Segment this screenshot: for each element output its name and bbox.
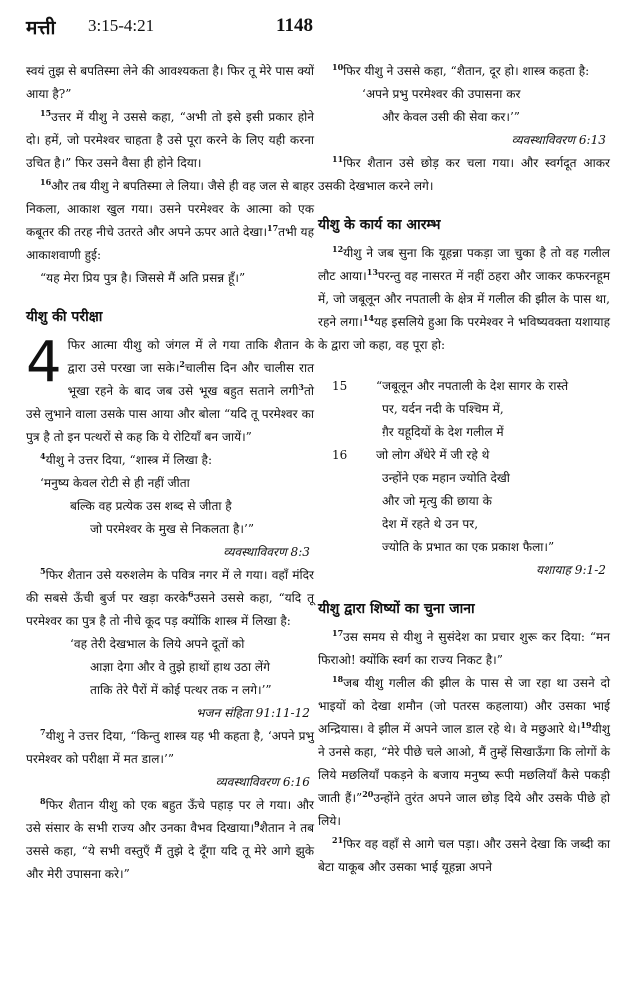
verse-16-17: $^{16}$और तब यीशु ने बपतिस्मा ले लिया। जैसे ही वह जल से बाहर निकला, आकाश खुल गया। उसने परमेश्वर के आत्मा को एक कबूतर की तरह नीचे उतरते और अपने ऊपर आते देखा।$^{17}$तभी यह आकाशवाणी हुई: — [26, 176, 314, 262]
verse-number: 20 — [362, 788, 374, 799]
poem — [318, 375, 610, 559]
section-heading: यीशु की परीक्षा — [26, 309, 103, 325]
verse-number: 16 — [332, 448, 348, 462]
section-heading: यीशु के कार्य का आरम्भ — [318, 217, 441, 233]
poem-line: उन्होंने एक महान ज्योति देखी — [382, 471, 510, 485]
verse-15: $^{15}$उत्तर में यीशु ने उससे कहा, “अभी तो इसे इसी प्रकार होने दो। हमें, जो परमेश्वर चाहता है उसे पूरा करने के लिए यही करना उचित है।” फिर उसने वैसा ही होने दिया। — [26, 107, 314, 170]
chapter-reference: 3:15-4:21 — [88, 16, 155, 35]
poem-line: 15 “जबूलून और नपताली के देश सागर के रास्ते — [332, 375, 610, 398]
poem-line: जो परमेश्वर के मुख से निकलता है।’” — [90, 522, 255, 536]
left-column — [26, 60, 314, 886]
verse-8-9: $^8$फिर शैतान यीशु को एक बहुत ऊँचे पहाड़ पर ले गया। और उसे संसार के सभी राज्य और उनका वैभव दिखाया।$^9$शैतान ने तब उससे कहा, “ये सभी वस्तुएँ मैं तुझे दे दूँगा यदि तू मेरे आगे झुके और मेरी उपासना करे।” — [26, 795, 314, 881]
verse-number: 5 — [40, 565, 46, 576]
verse-18-20: $^{18}$जब यीशु गलील की झील के पास से जा रहा था उसने दो भाइयों को देखा शमौन (जो पतरस कहलाया) और उसका भाई अन्द्रियास। वे झील में अपने जाल डाल रहे थे। वे मछुआरे थे।$^{19}$यीशु ने उनसे कहा, “मेरे पीछे चले आओ, मैं तुम्हें सिखाऊँगा कि लोगों के लिये मछलियाँ पकड़ने के बजाय मनुष्य रूपी मछलियाँ कैसे पकड़ी जाती हैं।”$^{20}$उन्होंने तुरंत अपने जाल छोड़ दिये और उसके पीछे हो लिये। — [318, 673, 610, 828]
verse-number: 6 — [188, 588, 194, 599]
page-number: 1148 — [276, 15, 313, 36]
poem-line: ग़ैर यहूदियों के देश गलील में — [382, 425, 504, 439]
poem-line: पर, यर्दन नदी के पश्चिम में, — [382, 402, 504, 416]
verse-11: $^{11}$फिर शैतान उसे छोड़ कर चला गया। और स्वर्गदूत आकर उसकी देखभाल करने लगे। — [318, 153, 610, 193]
verse-17: $^{17}$उस समय से यीशु ने सुसंदेश का प्रचार शुरू कर दिया: “मन फिराओ! क्योंकि स्वर्ग का राज्य निकट है।” — [318, 627, 610, 667]
verse-number: 9 — [254, 818, 260, 829]
chapter-dropcap: 4 — [26, 330, 62, 395]
verse-number: 18 — [332, 673, 344, 684]
verse-number: 3 — [298, 381, 304, 392]
poem-line: ‘मनुष्य केवल रोटी से ही नहीं जीता — [40, 476, 190, 490]
verse-number: 10 — [332, 61, 344, 72]
paragraph: स्वयं तुझ से बपतिस्मा लेने की आवश्यकता है। फिर तू मेरे पास क्यों आया है?” — [26, 64, 314, 101]
verse-number: 21 — [332, 834, 344, 845]
poem-line: बल्कि वह प्रत्येक उस शब्द से जीता है — [70, 499, 232, 513]
scripture-citation: व्यवस्थाविवरण 6:13 — [511, 133, 606, 147]
verse-10: $^{10}$फिर यीशु ने उससे कहा, “शैतान, दूर हो। शास्त्र कहता है: — [332, 61, 590, 78]
poem — [318, 83, 610, 129]
poem — [26, 472, 314, 541]
verse-number: 15 — [40, 107, 52, 118]
scripture-citation: यशायाह 9:1-2 — [535, 563, 606, 577]
chapter-4-opening: 4 फिर आत्मा यीशु को जंगल में ले गया ताकि शैतान के द्वारा उसे परखा जा सके।$^2$चालीस दिन और चालीस रात भूखा रहने के बाद जब उसे भूख बहुत सताने लगी$^3$तो उसे लुभाने वाला उसके पास आया और बोला “यदि तू परमेश्वर का पुत्र है तो इन पत्थरों से कह कि ये रोटियाँ बन जायें।” — [26, 330, 315, 444]
verse-number: 15 — [332, 379, 348, 393]
verse-number: 12 — [332, 243, 344, 254]
scripture-citation: व्यवस्थाविवरण 8:3 — [223, 545, 310, 559]
poem-line: और जो मृत्यु की छाया के — [382, 494, 492, 508]
right-column — [318, 60, 610, 879]
verse-5-6: $^5$फिर शैतान उसे यरुशलेम के पवित्र नगर में ले गया। वहाँ मंदिर की सबसे ऊँची बुर्ज पर खड़ा करके$^6$उसने उससे कहा, “यदि तू परमेश्वर का पुत्र है तो नीचे कूद पड़ क्योंकि शास्त्र में लिखा है: — [26, 565, 315, 628]
page-header — [26, 14, 610, 48]
verse-number: 14 — [362, 312, 375, 323]
poem-line: ज्योति के प्रभात का एक प्रकाश फैला।” — [382, 540, 555, 554]
verse-number: 17 — [267, 222, 279, 233]
poem-line: ताकि तेरे पैरों में कोई पत्थर तक न लगे।’” — [90, 683, 272, 697]
poem-line: आज्ञा देगा और वे तुझे हाथों हाथ उठा लेंगे — [90, 660, 270, 674]
verse-number: 16 — [40, 176, 52, 187]
verse-12-14: $^{12}$यीशु ने जब सुना कि यूहन्ना पकड़ा जा चुका है तो वह गलील लौट आया।$^{13}$परन्तु वह नासरत में नहीं ठहरा और जाकर कफरनहूम में, जो जबूलून और नपताली के क्षेत्र में गलील की झील के पास था, रहने लगा।$^{14}$यह इसलिये हुआ कि परमेश्वर ने भविष्यवक्ता यशायाह के द्वारा जो कहा, वह पूरा हो: — [318, 243, 610, 352]
verse-21: $^{21}$फिर वह वहाँ से आगे चल पड़ा। और उसने देखा कि जब्दी का बेटा याकूब और उसका भाई यूहन्ना अपने — [318, 834, 610, 874]
scripture-citation: भजन संहिता 91:11-12 — [196, 706, 310, 720]
section-heading: यीशु द्वारा शिष्यों का चुना जाना — [318, 601, 475, 617]
verse-number: 13 — [366, 266, 378, 277]
poem-line: देश में रहते थे उन पर, — [382, 517, 479, 531]
verse-7: $^7$यीशु ने उत्तर दिया, “किन्तु शास्त्र यह भी कहता है, ‘अपने प्रभु परमेश्वर को परीक्षा में मत डाल।’” — [26, 726, 314, 766]
quote: “यह मेरा प्रिय पुत्र है। जिससे मैं अति प्रसन्न हूँ।” — [40, 271, 246, 285]
verse-number: 4 — [40, 450, 46, 461]
poem-line: ‘अपने प्रभु परमेश्वर की उपासना कर — [362, 87, 521, 101]
spacer — [318, 357, 610, 375]
poem-line: ‘वह तेरी देखभाल के लिये अपने दूतों को — [70, 637, 245, 651]
verse-number: 11 — [332, 153, 344, 164]
verse-number: 7 — [40, 726, 46, 737]
verse-number: 8 — [40, 795, 46, 806]
poem-line: 16 जो लोग अँधेरे में जी रहे थे — [332, 444, 610, 467]
verse-number: 17 — [332, 627, 344, 638]
verse-number: 19 — [580, 719, 592, 730]
verse-4: $^4$यीशु ने उत्तर दिया, “शास्त्र में लिखा है: — [40, 450, 213, 467]
scripture-citation: व्यवस्थाविवरण 6:16 — [215, 775, 310, 789]
poem — [26, 633, 314, 702]
poem-line: और केवल उसी की सेवा कर।’” — [382, 110, 520, 124]
book-name: मत्ती — [26, 17, 56, 39]
verse-number: 2 — [179, 358, 185, 369]
